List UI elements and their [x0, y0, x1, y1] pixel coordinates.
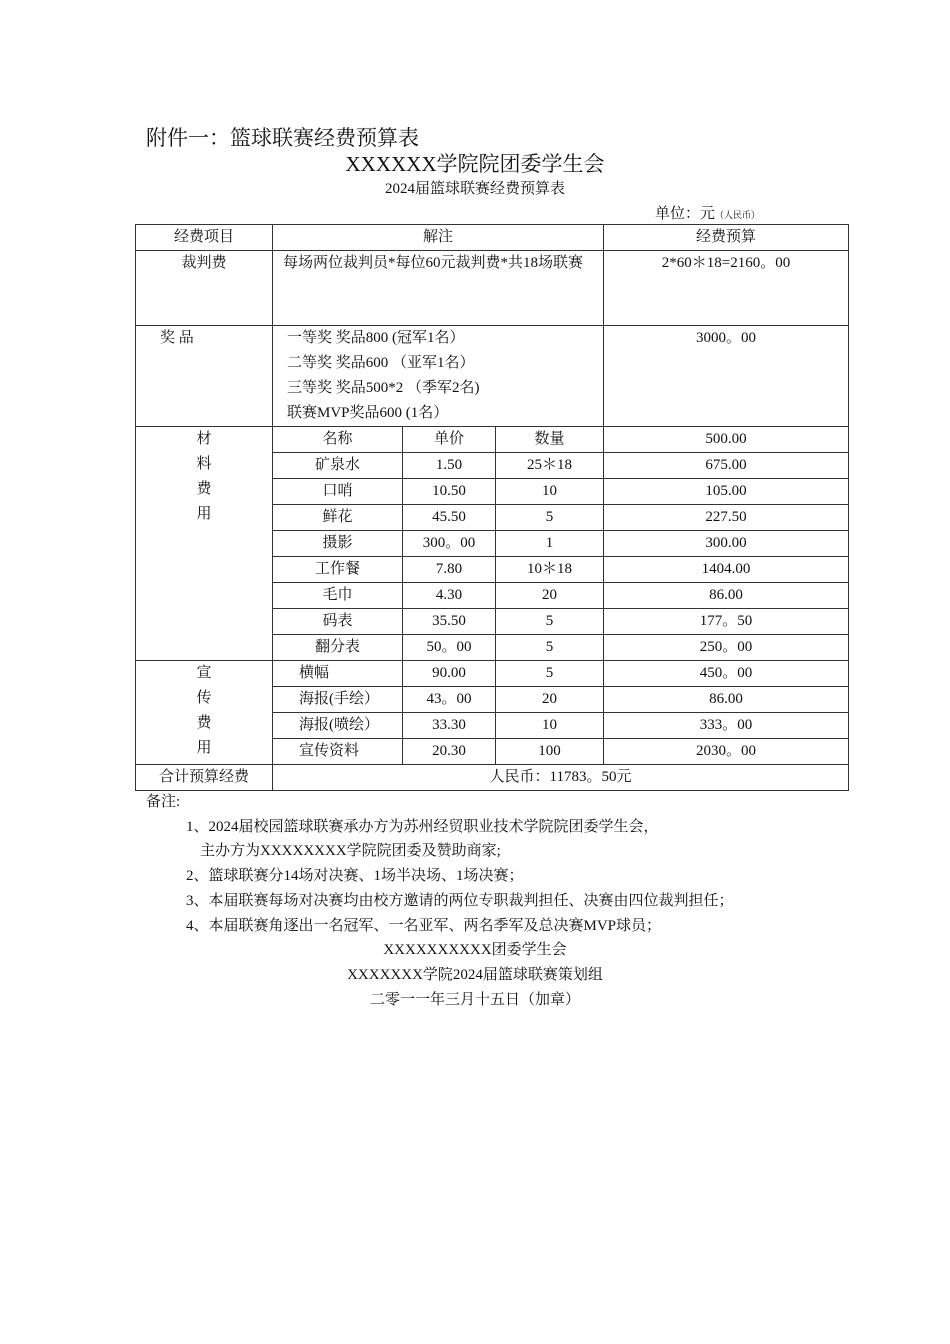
org-title: XXXXXX学院院团委学生会	[345, 152, 605, 176]
notes-label: 备注:	[146, 794, 181, 810]
total-label: 合计预算经费	[136, 765, 273, 791]
prize-line: 二等奖 奖品600 （亚军1名）	[287, 355, 475, 371]
referee-budget: 2*60＊18=2160。00	[604, 251, 849, 326]
signature-date: 二零一一年三月十五日（加章）	[369, 992, 580, 1008]
attachment-title: 附件一：篮球联赛经费预算表	[146, 126, 419, 150]
prizes-lines	[273, 326, 604, 427]
total-row	[136, 765, 849, 791]
note-item: 1、2024届校园篮球联赛承办方为苏州经贸职业技术学院院团委学生会，	[186, 819, 659, 835]
referee-row	[136, 251, 849, 326]
note-item: 主办方为XXXXXXXX学院院团委及赞助商家;	[200, 843, 501, 859]
budget-sub-title: 2024届篮球联赛经费预算表	[384, 181, 565, 197]
table-row: 宣传资料 20.30 100 2030。00	[136, 739, 849, 765]
promo-label: 宣 传 费 用	[136, 661, 273, 765]
note-item: 2、篮球联赛分14场对决赛、1场半决场、1场决赛；	[186, 868, 524, 884]
col-qty: 数量	[496, 427, 604, 453]
currency-unit	[655, 202, 760, 223]
table-row: 码表 35.50 5 177。50	[136, 609, 849, 635]
col-unit-price: 单价	[403, 427, 496, 453]
table-row: 海报(手绘） 43。00 20 86.00	[136, 687, 849, 713]
table-row: 鲜花 45.50 5 227.50	[136, 505, 849, 531]
referee-note: 每场两位裁判员*每位60元裁判费*共18场联赛	[273, 251, 604, 326]
table-header-row	[136, 225, 849, 251]
unit-small: （人民币）	[715, 210, 761, 220]
prize-line: 一等奖 奖品800 (冠军1名）	[287, 330, 465, 346]
table-row: 毛巾 4.30 20 86.00	[136, 583, 849, 609]
signature-group: XXXXXXX学院2024届篮球联赛策划组	[347, 967, 603, 983]
note-item: 3、本届联赛每场对决赛均由校方邀请的两位专职裁判担任、决赛由四位裁判担任；	[186, 893, 734, 909]
referee-label: 裁判费	[136, 251, 273, 326]
table-row: 宣 传 费 用 横幅 90.00 5 450。00	[136, 661, 849, 687]
prize-line: 三等奖 奖品500*2 （季军2名)	[287, 380, 480, 396]
table-row: 摄影 300。00 1 300.00	[136, 531, 849, 557]
materials-label: 材 料 费 用	[136, 427, 273, 661]
header-budget: 经费预算	[604, 225, 849, 251]
table-row: 海报(喷绘） 33.30 10 333。00	[136, 713, 849, 739]
materials-total-header: 500.00	[604, 427, 849, 453]
table-row: 矿泉水 1.50 25＊18 675.00	[136, 453, 849, 479]
total-value: 人民币：11783。50元	[273, 765, 849, 791]
prizes-budget: 3000。00	[604, 326, 849, 427]
header-item: 经费项目	[136, 225, 273, 251]
materials-header-row	[136, 427, 849, 453]
budget-table	[135, 224, 849, 791]
unit-label: 单位：元	[655, 206, 716, 222]
table-row: 口哨 10.50 10 105.00	[136, 479, 849, 505]
prizes-label: 奖 品	[136, 326, 273, 427]
prize-line: 联赛MVP奖品600 (1名）	[287, 405, 449, 421]
table-row: 翻分表 50。00 5 250。00	[136, 635, 849, 661]
table-row: 工作餐 7.80 10＊18 1404.00	[136, 557, 849, 583]
header-note: 解注	[273, 225, 604, 251]
note-item: 4、本届联赛角逐出一名冠军、一名亚军、两名季军及总决赛MVP球员；	[186, 918, 662, 934]
signature-org: XXXXXXXXXX团委学生会	[383, 942, 567, 958]
prizes-row	[136, 326, 849, 427]
col-name: 名称	[273, 427, 403, 453]
